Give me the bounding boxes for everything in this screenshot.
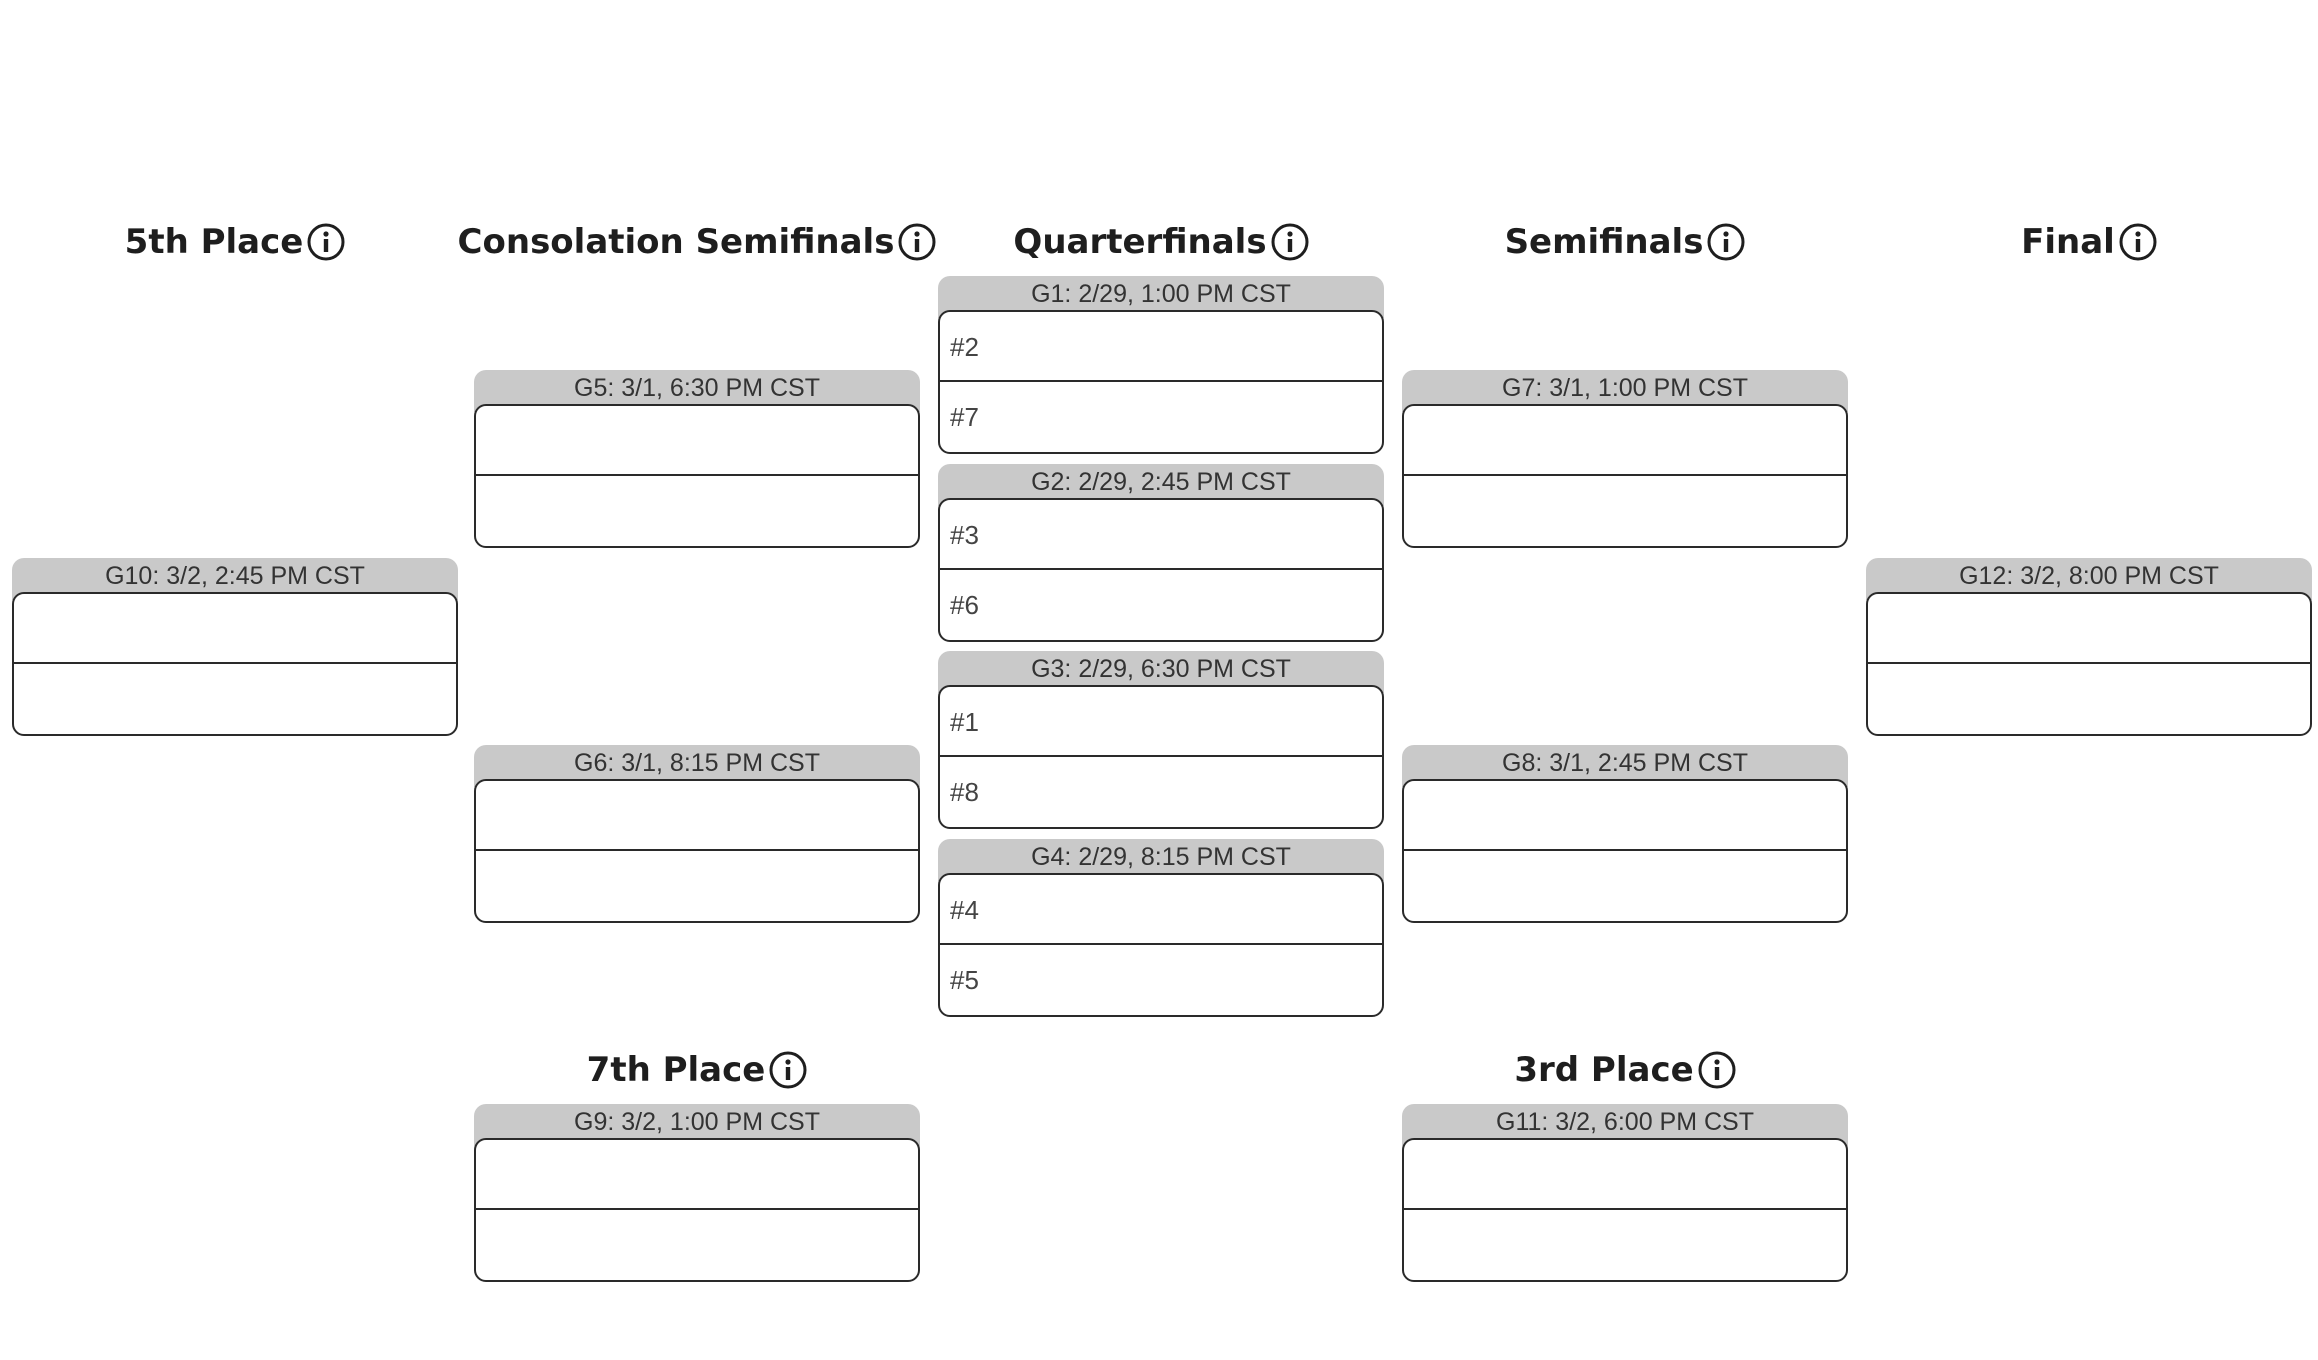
- team-slot-bottom[interactable]: [1404, 851, 1846, 921]
- game-matchup: [938, 873, 1384, 1017]
- team-slot-top[interactable]: [476, 781, 918, 851]
- team-slot-top[interactable]: #2: [940, 312, 1382, 382]
- team-slot-bottom[interactable]: [476, 1210, 918, 1280]
- game-g2: [938, 464, 1384, 620]
- game-label: G1: 2/29, 1:00 PM CST: [938, 276, 1384, 318]
- game-label: G2: 2/29, 2:45 PM CST: [938, 464, 1384, 506]
- team-slot-top[interactable]: [476, 406, 918, 476]
- game-label: G4: 2/29, 8:15 PM CST: [938, 839, 1384, 881]
- round-title: Consolation Semifinals: [457, 222, 895, 262]
- team-slot-top[interactable]: #4: [940, 875, 1382, 945]
- game-matchup: [474, 1138, 920, 1282]
- game-matchup: [938, 498, 1384, 642]
- game-matchup: [474, 404, 920, 548]
- info-icon[interactable]: [2119, 223, 2157, 261]
- round-title: Final: [2021, 222, 2115, 262]
- game-label: G6: 3/1, 8:15 PM CST: [474, 745, 920, 787]
- team-slot-bottom[interactable]: [476, 476, 918, 546]
- team-slot-bottom[interactable]: [14, 664, 456, 734]
- team-slot-top[interactable]: [1868, 594, 2310, 664]
- game-g1: [938, 276, 1384, 432]
- info-icon[interactable]: [1698, 1051, 1736, 1089]
- game-label: G11: 3/2, 6:00 PM CST: [1402, 1104, 1848, 1146]
- game-g6: [474, 745, 920, 787]
- team-slot-bottom[interactable]: [1404, 476, 1846, 546]
- team-slot-top[interactable]: #1: [940, 687, 1382, 757]
- team-slot-bottom[interactable]: [1404, 1210, 1846, 1280]
- game-g9: [474, 1104, 920, 1146]
- info-icon[interactable]: [307, 223, 345, 261]
- game-label: G5: 3/1, 6:30 PM CST: [474, 370, 920, 412]
- game-g11: [1402, 1104, 1848, 1146]
- game-label: G12: 3/2, 8:00 PM CST: [1866, 558, 2312, 600]
- round-title: 7th Place: [586, 1050, 766, 1090]
- team-slot-bottom[interactable]: [1868, 664, 2310, 734]
- team-slot-bottom[interactable]: #7: [950, 402, 979, 432]
- game-matchup: [474, 779, 920, 923]
- round-header-final: [1866, 214, 2312, 270]
- info-icon[interactable]: [1271, 223, 1309, 261]
- round-header-quarterfinals: [938, 214, 1384, 270]
- game-label: G8: 3/1, 2:45 PM CST: [1402, 745, 1848, 787]
- team-slot-top[interactable]: [1404, 406, 1846, 476]
- round-title: 5th Place: [124, 222, 304, 262]
- round-header-7th-place: [474, 1042, 920, 1098]
- game-g5: [474, 370, 920, 412]
- game-label: G10: 3/2, 2:45 PM CST: [12, 558, 458, 600]
- round-title: Quarterfinals: [1013, 222, 1267, 262]
- game-matchup: [938, 310, 1384, 454]
- info-icon[interactable]: [769, 1051, 807, 1089]
- game-matchup: [1402, 1138, 1848, 1282]
- info-icon[interactable]: [1707, 223, 1745, 261]
- round-header-semifinals: [1402, 214, 1848, 270]
- round-title: Semifinals: [1504, 222, 1704, 262]
- game-matchup: [12, 592, 458, 736]
- game-g3: [938, 651, 1384, 807]
- game-label: G9: 3/2, 1:00 PM CST: [474, 1104, 920, 1146]
- info-icon[interactable]: [898, 223, 936, 261]
- team-slot-top[interactable]: [476, 1140, 918, 1210]
- team-slot-bottom[interactable]: #6: [950, 590, 979, 620]
- game-label: G7: 3/1, 1:00 PM CST: [1402, 370, 1848, 412]
- game-g8: [1402, 745, 1848, 787]
- team-slot-top[interactable]: [14, 594, 456, 664]
- team-slot-bottom[interactable]: [476, 851, 918, 921]
- game-matchup: [1402, 404, 1848, 548]
- game-matchup: [938, 685, 1384, 829]
- team-slot-bottom[interactable]: #8: [950, 777, 979, 807]
- round-header-consolation-semifinals: [454, 214, 940, 270]
- game-matchup: [1402, 779, 1848, 923]
- game-g12: [1866, 558, 2312, 600]
- game-label: G3: 2/29, 6:30 PM CST: [938, 651, 1384, 693]
- game-matchup: [1866, 592, 2312, 736]
- game-g4: [938, 839, 1384, 995]
- round-header-3rd-place: [1402, 1042, 1848, 1098]
- round-title: 3rd Place: [1514, 1050, 1694, 1090]
- game-g7: [1402, 370, 1848, 412]
- team-slot-bottom[interactable]: #5: [950, 965, 979, 995]
- round-header-5th-place: [12, 214, 458, 270]
- team-slot-top[interactable]: [1404, 781, 1846, 851]
- team-slot-top[interactable]: #3: [940, 500, 1382, 570]
- game-g10: [12, 558, 458, 600]
- team-slot-top[interactable]: [1404, 1140, 1846, 1210]
